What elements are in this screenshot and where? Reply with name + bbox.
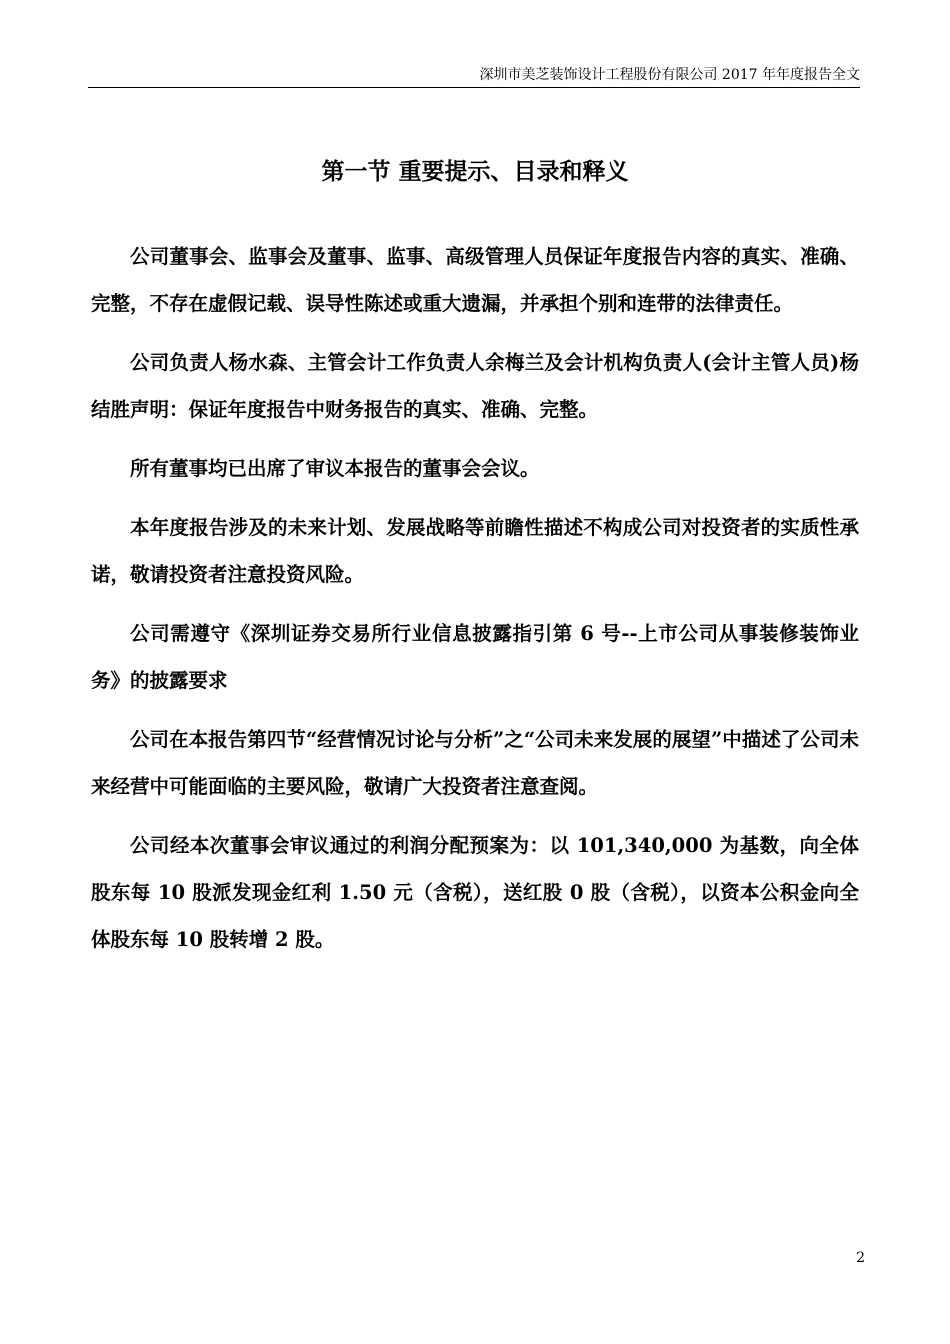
paragraph-disclosure-guideline: 公司需遵守《深圳证券交易所行业信息披露指引第 6 号--上市公司从事装修装饰业务》的披露要求 [91,622,859,692]
section-title: 第一节 重要提示、目录和释义 [321,158,629,185]
paragraph-board-guarantee: 公司董事会、监事会及董事、监事、高级管理人员保证年度报告内容的真实、准确、完整，不存在虚假记载、误导性陈述或重大遗漏，并承担个别和连带的法律责任。 [91,245,859,315]
header-divider [88,87,860,88]
paragraph-forward-looking: 本年度报告涉及的未来计划、发展战略等前瞻性描述不构成公司对投资者的实质性承诺，敬请投资者注意投资风险。 [91,516,859,586]
page-number: 2 [856,1250,865,1266]
paragraph-directors-attendance: 所有董事均已出席了审议本报告的董事会会议。 [130,457,540,480]
running-header: 深圳市美芝装饰设计工程股份有限公司 2017 年年度报告全文 [479,67,860,83]
paragraph-responsible-persons: 公司负责人杨水森、主管会计工作负责人余梅兰及会计机构负责人(会计主管人员)杨结胜声明：保证年度报告中财务报告的真实、准确、完整。 [91,351,860,421]
paragraph-risk-reference: 公司在本报告第四节“经营情况讨论与分析”之“公司未来发展的展望”中描述了公司未来经营中可能面临的主要风险，敬请广大投资者注意查阅。 [91,728,859,798]
body-text [91,233,859,975]
paragraph-profit-distribution: 公司经本次董事会审议通过的利润分配预案为：以 101,340,000 为基数，向全体股东每 10 股派发现金红利 1.50 元（含税），送红股 0 股（含税），以资本公积金向全体股东每 10 股转增 2 股。 [91,834,859,951]
